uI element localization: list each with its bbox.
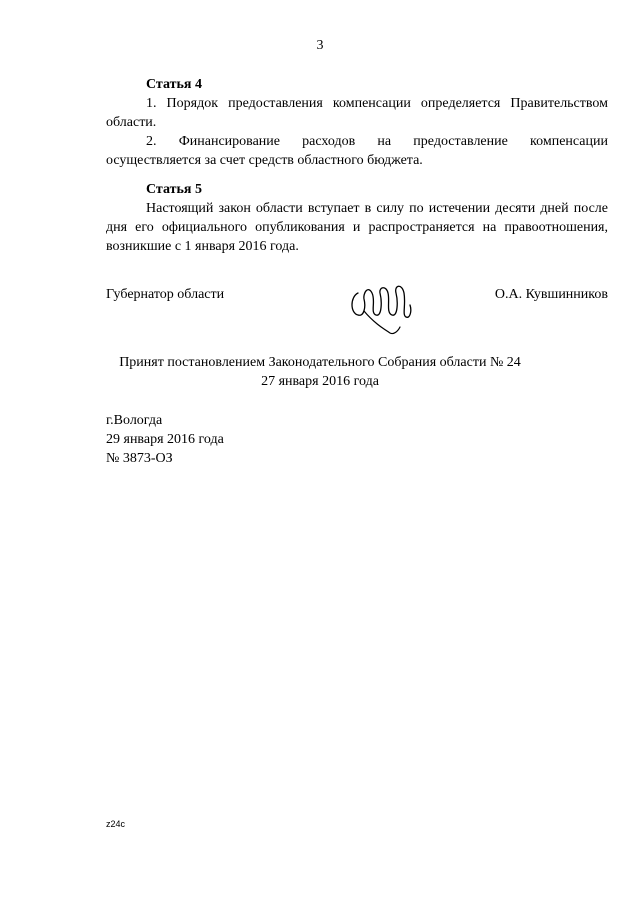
adoption-note (0, 353, 640, 391)
signature-row (106, 285, 608, 345)
adoption-line-2: 27 января 2016 года (261, 374, 379, 389)
article-4-paragraph-2: 2. Финансирование расходов на предоставление компенсации осуществляется за счет средств областного бюджета. (106, 134, 608, 168)
article-4-title: Статья 4 (146, 77, 202, 92)
signer-name: О.А. Кувшинников (494, 287, 608, 302)
document-code: z24c (106, 819, 126, 829)
article-4-paragraph-1: 1. Порядок предоставления компенсации определяется Правительством области. (106, 96, 608, 130)
adoption-line-1: Принят постановлением Законодательного Собрания области № 24 (119, 355, 521, 370)
issuance-info (106, 411, 224, 468)
article-5-title: Статья 5 (146, 182, 202, 197)
page-number: 3 (316, 38, 324, 53)
law-number: № 3873-ОЗ (106, 451, 173, 466)
article-5 (106, 180, 608, 256)
article-5-paragraph-1: Настоящий закон области вступает в силу по истечении десяти дней после дня его официального опубликования и распространяется на правоотношения, возникшие с 1 января 2016 года. (106, 201, 608, 254)
signer-position: Губернатор области (106, 287, 225, 302)
issuance-date: 29 января 2016 года (106, 432, 224, 447)
handwritten-signature (344, 271, 416, 341)
issuance-city: г.Вологда (106, 413, 163, 428)
article-4 (106, 75, 608, 170)
